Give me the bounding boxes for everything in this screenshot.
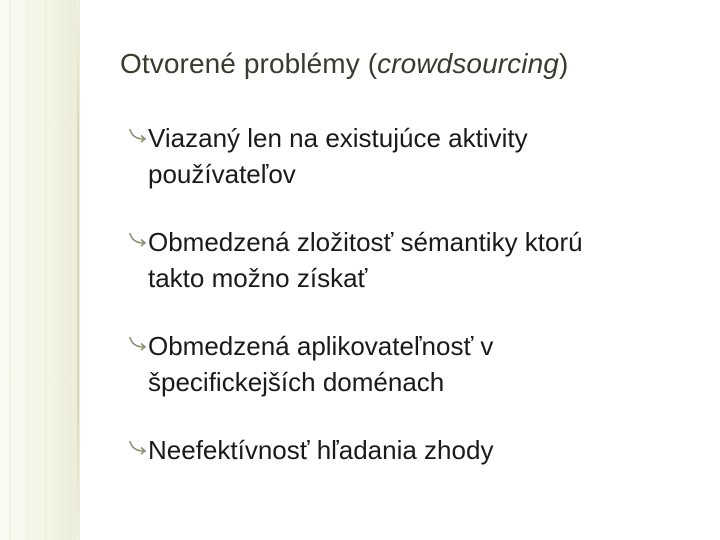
bullet-item: [128, 224, 708, 296]
slide-title-main: Otvorené problémy (: [120, 48, 378, 79]
curved-arrow-bullet-icon: [128, 333, 148, 353]
curved-arrow-bullet-icon: [128, 125, 148, 145]
bullet-list: [128, 120, 708, 500]
bullet-text-line1: Obmedzená zložitosť sémantiky ktorú: [148, 227, 583, 257]
bullet-text-line2: špecifickejších doménach: [148, 367, 445, 397]
slide-title-italic: crowdsourcing: [377, 48, 559, 79]
decorative-side-lines: [0, 0, 80, 540]
curved-arrow-bullet-icon: [128, 437, 148, 457]
bullet-text-line1: Viazaný len na existujúce aktivity: [148, 123, 528, 153]
bullet-item: [128, 120, 708, 192]
bullet-item: [128, 432, 708, 468]
decorative-side-divider: [77, 0, 79, 540]
bullet-item: [128, 328, 708, 400]
slide-title: [120, 48, 568, 80]
bullet-text-line1: Neefektívnosť hľadania zhody: [148, 435, 494, 465]
bullet-text-line2: používateľov: [148, 159, 296, 189]
bullet-text-line2: takto možno získať: [148, 263, 368, 293]
slide-title-end: ): [558, 48, 569, 79]
curved-arrow-bullet-icon: [128, 229, 148, 249]
bullet-text-line1: Obmedzená aplikovateľnosť v: [148, 331, 494, 361]
